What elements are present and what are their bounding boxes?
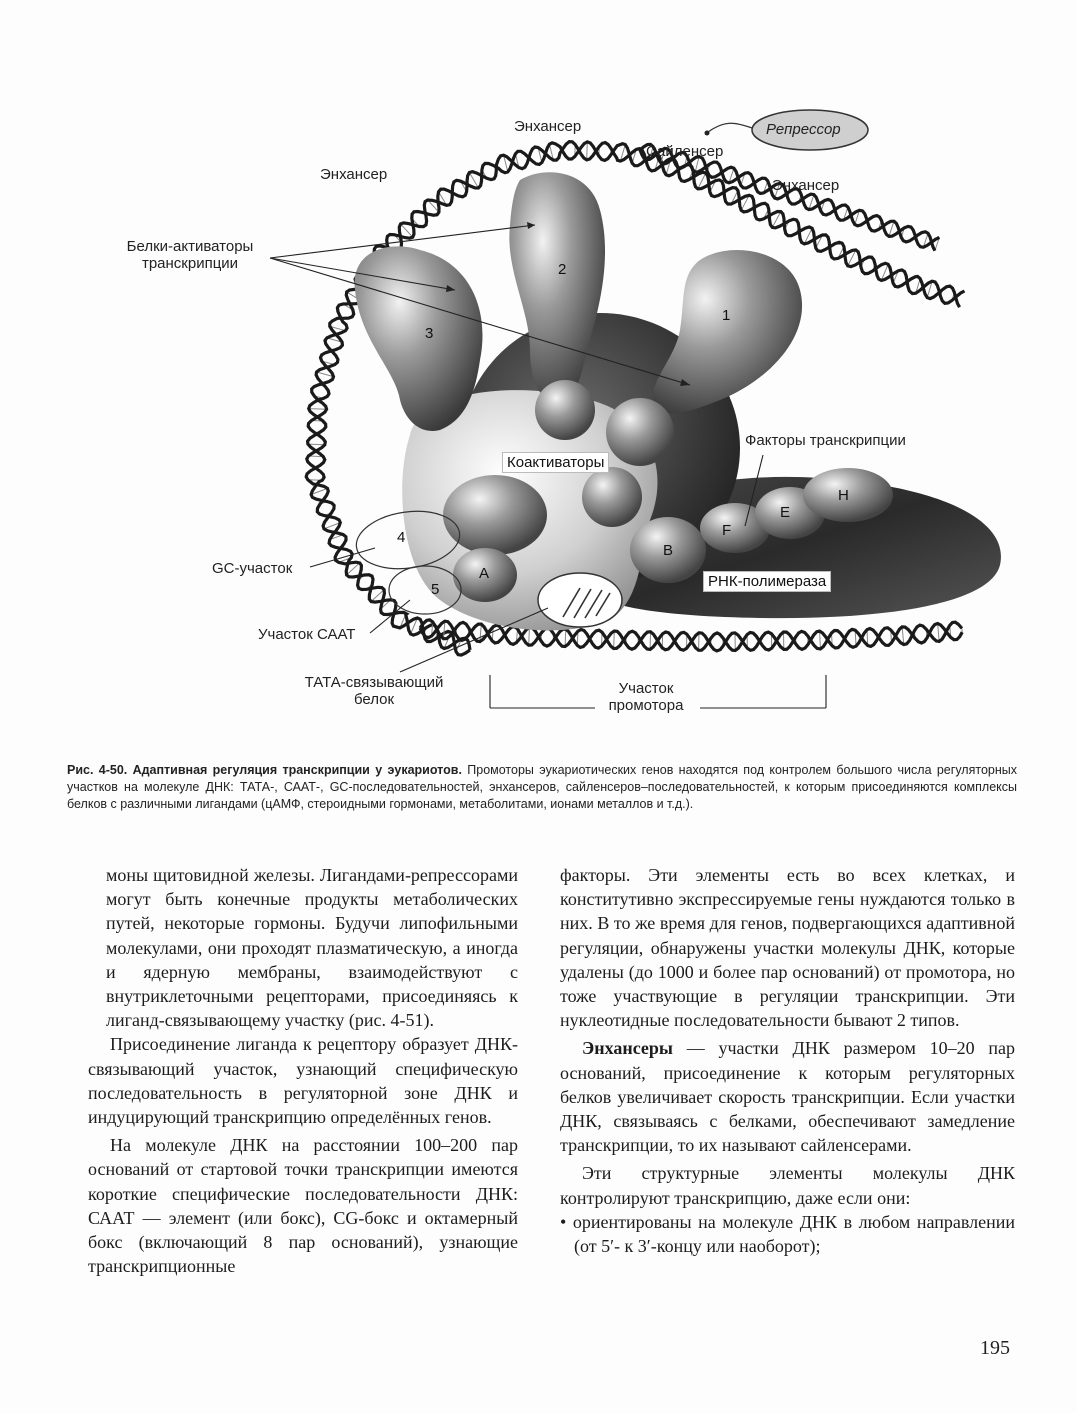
tata-binding-protein-label — [284, 674, 464, 708]
factor-f-letter: F — [722, 522, 732, 539]
repressor-connector — [708, 123, 752, 132]
tata-label-line1: ТАТА-связывающий — [304, 674, 444, 691]
caption-lead: Рис. 4-50. Адаптивная регуляция транскрипции у эукариотов. — [67, 763, 462, 777]
activator-1-shape — [653, 250, 802, 413]
site-5-number: 5 — [431, 581, 440, 598]
activator-1-number: 1 — [722, 307, 731, 324]
left-paragraph-3: На молекуле ДНК на расстоянии 100–200 пар оснований от стартовой точки транскрипции имеются короткие специфические последовательности ДНК: СААТ — элемент (или бокс), CG-бокс и октамерный бокс (включающий 8 пар оснований), узнающие транскрипционные — [88, 1135, 518, 1277]
right-column — [560, 863, 1015, 1258]
right-paragraph-3: Эти структурные элементы молекулы ДНК контролируют транскрипцию, даже если они: — [560, 1163, 1015, 1208]
activator-3-number: 3 — [425, 325, 434, 342]
coactivator-ball — [606, 398, 674, 466]
factor-h-letter: H — [838, 487, 849, 504]
dna-promoter-strand-rung — [565, 629, 566, 646]
enhancer-left-label: Энхансер — [320, 166, 388, 183]
page-number: 195 — [980, 1337, 1010, 1359]
right-paragraph-2 — [560, 1036, 1015, 1157]
right-paragraph-2-text: — участки ДНК размером 10–20 пар оснований, присоединение к которым регуляторных белков увеличивает скорость транскрипции. Если участки ДНК, связываясь с белками, обеспечивают замедление транскрипции, то их называют сайленсерами. — [560, 1038, 1015, 1156]
left-paragraph-1: моны щитовидной железы. Лигандами-репрессорами могут быть конечные продукты метаболических путей, некоторые гормоны. Будучи липофильными молекулами, они проходят плазматическую, а иногда и ядерную мембраны, взаимодействуют с внутриклеточными рецепторами, присоединяясь к лиганд-связывающему участку (рис. 4-51). — [106, 865, 518, 1031]
figure-caption — [67, 762, 1017, 813]
promoter-label — [586, 680, 706, 714]
site-4-number: 4 — [397, 529, 406, 546]
enhancer-top-label: Энхансер — [514, 118, 582, 135]
repressor-label: Репрессор — [766, 121, 841, 138]
factor-e-letter: E — [780, 504, 791, 521]
dna-promoter-strand-rung — [820, 631, 821, 649]
activators-label — [105, 238, 275, 272]
enhancers-term: Энхансеры — [582, 1038, 673, 1059]
transcription-factors-label: Факторы транскрипции — [745, 432, 906, 449]
promoter-label-line1: Участок — [618, 680, 674, 697]
caption-text: Промоторы эукариотических генов находятся под контролем большого числа регуляторных участков на молекуле ДНК: ТАТА-, СААТ-, GC-последовательностей, энхансеров, сайленсеров–последовательностей, к которым присоединяются комплексы белков с различными лигандами (цАМФ, стероидными гормонами, метаболитами, ионами металлов и т.д.). — [67, 763, 1017, 811]
coactivator-ball — [582, 467, 642, 527]
gc-site-label: GC-участок — [212, 560, 293, 577]
dna-loop-rung — [587, 142, 588, 160]
silencer-dot — [705, 131, 710, 136]
factor-a-letter: A — [479, 565, 490, 582]
dna-promoter-strand-rung — [938, 624, 940, 642]
dna-promoter-strand-rung — [614, 631, 615, 649]
dna-loop-rung — [309, 409, 327, 410]
activators-label-line2: транскрипции — [141, 255, 239, 272]
right-bullet-1: • ориентированы на молекуле ДНК в любом направлении (от 5′- к 3′-концу или наоборот); — [560, 1211, 1015, 1257]
dna-promoter-strand-rung — [529, 628, 530, 646]
left-column — [88, 863, 518, 1278]
coactivator-ball — [443, 475, 547, 555]
tata-label-line2: белок — [353, 691, 395, 708]
silencer-label: Сайленсер — [646, 143, 724, 160]
left-paragraph-2: Присоединение лиганда к рецептору образует ДНК-связывающий участок, узнающий специфическую последовательность в регуляторной зоне ДНК и индуцирующий транскрипцию определённых генов. — [88, 1034, 518, 1128]
coactivators-label: Коактиваторы — [502, 452, 609, 473]
activators-label-line1: Белки-активаторы — [126, 238, 254, 255]
dna-promoter-strand-strand — [420, 621, 962, 650]
promoter-label-line2: промотора — [608, 697, 684, 714]
rna-polymerase-label: РНК-полимераза — [703, 571, 831, 592]
caat-site-label: Участок СААТ — [258, 626, 356, 643]
factor-b-letter: B — [663, 542, 674, 559]
coactivator-ball — [535, 380, 595, 440]
right-paragraph-1: факторы. Эти элементы есть во всех клетках, и конститутивно экспрессируемые гены нуждаются только в них. В то же время для генов, подвергающихся адаптивной регуляции, обнаружены участки молекулы ДНК, которые удалены (до 1000 и более пар оснований) от промотора, но тоже участвующие в регуляции транскрипции. Эти нуклеотидные последовательности бывают 2 типов. — [560, 865, 1015, 1031]
tata-binding-protein-shape — [538, 573, 622, 627]
activator-3-shape — [355, 246, 483, 431]
activator-2-number: 2 — [558, 261, 567, 278]
enhancer-right-label: Энхансер — [772, 177, 840, 194]
